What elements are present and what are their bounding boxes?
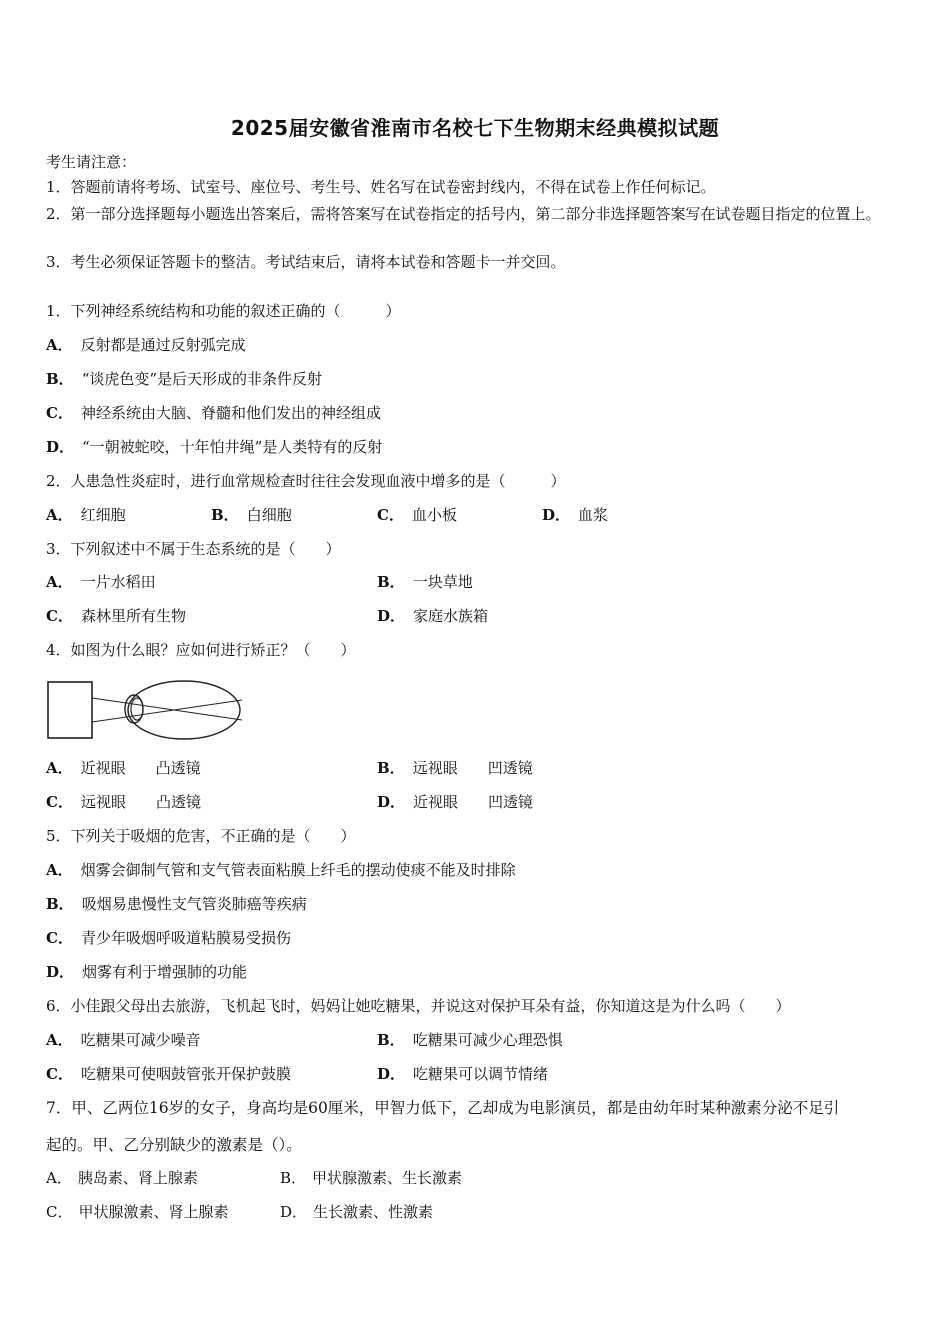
option-label: A． bbox=[46, 861, 73, 879]
question-7-stem-line-2: 起的。甲、乙分别缺少的激素是（）。 bbox=[46, 1136, 302, 1154]
option-text: 一片水稻田 bbox=[80, 573, 156, 591]
option-label: B． bbox=[46, 895, 74, 913]
question-6-option-d[interactable] bbox=[377, 1064, 548, 1084]
question-5-stem: 5．下列关于吸烟的危害，不正确的是（ ） bbox=[46, 827, 356, 845]
question-2-option-a[interactable] bbox=[46, 505, 126, 525]
question-6-option-c[interactable] bbox=[46, 1064, 291, 1084]
option-label: D． bbox=[46, 963, 75, 981]
option-text: 血浆 bbox=[578, 506, 609, 524]
question-5-option-b[interactable] bbox=[46, 894, 307, 914]
option-label: B． bbox=[280, 1169, 307, 1187]
option-text: 家庭水族箱 bbox=[413, 607, 489, 625]
option-text: “一朝被蛇咬，十年怕井绳”是人类特有的反射 bbox=[82, 438, 383, 456]
question-7-option-d[interactable] bbox=[280, 1202, 433, 1222]
light-ray-upper bbox=[92, 698, 242, 720]
question-1-option-c[interactable] bbox=[46, 403, 381, 423]
option-text: 吃糖果可使咽鼓管张开保护鼓膜 bbox=[80, 1065, 291, 1083]
option-text: 神经系统由大脑、脊髓和他们发出的神经组成 bbox=[80, 404, 381, 422]
question-1-option-b[interactable] bbox=[46, 369, 322, 389]
question-3-option-c[interactable] bbox=[46, 606, 186, 626]
question-3-stem: 3．下列叙述中不属于生态系统的是（ ） bbox=[46, 540, 341, 558]
option-label: C． bbox=[46, 793, 73, 811]
option-label: A． bbox=[46, 573, 73, 591]
option-text: 血小板 bbox=[411, 506, 457, 524]
question-5-option-a[interactable] bbox=[46, 860, 516, 880]
option-text: 胰岛素、肾上腺素 bbox=[77, 1169, 198, 1187]
option-text: 白细胞 bbox=[246, 506, 292, 524]
eyeball bbox=[128, 681, 240, 739]
question-6-option-b[interactable] bbox=[377, 1030, 563, 1050]
question-6-stem: 6．小佳跟父母出去旅游，飞机起飞时，妈妈让她吃糖果，并说这对保护耳朵有益，你知道这是为什么吗（ ） bbox=[46, 997, 791, 1015]
option-label: D． bbox=[46, 438, 75, 456]
option-label: A． bbox=[46, 1169, 72, 1187]
option-label: D． bbox=[377, 607, 406, 625]
object-box bbox=[48, 682, 92, 738]
question-2-option-c[interactable] bbox=[377, 505, 457, 525]
question-3-option-a[interactable] bbox=[46, 572, 156, 592]
question-7-option-b[interactable] bbox=[280, 1168, 462, 1188]
option-label: D． bbox=[280, 1203, 308, 1221]
question-1-option-d[interactable] bbox=[46, 437, 382, 457]
light-ray-lower bbox=[92, 700, 242, 722]
question-2-option-d[interactable] bbox=[542, 505, 608, 525]
option-text: 反射都是通过反射弧完成 bbox=[80, 336, 246, 354]
eye-diagram-figure bbox=[46, 678, 246, 744]
option-text: 红细胞 bbox=[80, 506, 126, 524]
question-5-option-d[interactable] bbox=[46, 962, 247, 982]
option-text: 吃糖果可减少噪音 bbox=[80, 1031, 201, 1049]
notice-item-2: 2．第一部分选择题每小题选出答案后，需将答案写在试卷指定的括号内，第二部分非选择题答案写在试卷题目指定的位置上。 bbox=[46, 205, 881, 223]
option-label: C． bbox=[46, 1203, 73, 1221]
option-label: B． bbox=[377, 759, 405, 777]
option-text: 一块草地 bbox=[412, 573, 473, 591]
question-4-option-a[interactable] bbox=[46, 758, 201, 778]
option-label: D． bbox=[377, 1065, 406, 1083]
option-label: C． bbox=[46, 607, 73, 625]
option-label: C． bbox=[46, 1065, 73, 1083]
option-label: A． bbox=[46, 759, 73, 777]
option-label: D． bbox=[542, 506, 571, 524]
option-label: C． bbox=[46, 404, 73, 422]
question-6-option-a[interactable] bbox=[46, 1030, 201, 1050]
notice-heading: 考生请注意： bbox=[46, 153, 137, 171]
question-7-option-c[interactable] bbox=[46, 1202, 229, 1222]
option-text-2: 凹透镜 bbox=[488, 793, 534, 811]
option-text: 吃糖果可以调节情绪 bbox=[413, 1065, 549, 1083]
option-text: 远视眼 bbox=[412, 759, 458, 777]
option-text: 森林里所有生物 bbox=[80, 607, 186, 625]
question-4-option-c[interactable] bbox=[46, 792, 201, 812]
option-label: B． bbox=[211, 506, 239, 524]
option-text: 近视眼 bbox=[413, 793, 459, 811]
option-text: 近视眼 bbox=[80, 759, 126, 777]
option-label: B． bbox=[46, 370, 74, 388]
option-label: A． bbox=[46, 1031, 73, 1049]
option-label: B． bbox=[377, 573, 405, 591]
question-7-option-a[interactable] bbox=[46, 1168, 198, 1188]
option-label: C． bbox=[377, 506, 404, 524]
question-5-option-c[interactable] bbox=[46, 928, 291, 948]
eye-lens-inner bbox=[131, 698, 143, 720]
question-2-option-b[interactable] bbox=[211, 505, 292, 525]
question-4-option-d[interactable] bbox=[377, 792, 533, 812]
option-text-2: 凹透镜 bbox=[487, 759, 533, 777]
option-text: “谈虎色变”是后天形成的非条件反射 bbox=[81, 370, 323, 388]
option-text: 甲状腺激素、生长激素 bbox=[312, 1169, 463, 1187]
question-7-stem-line-1: 7．甲、乙两位16岁的女子，身高均是60厘米，甲智力低下，乙却成为电影演员，都是由幼年时某种激素分泌不足引 bbox=[46, 1099, 840, 1117]
option-text-2: 凸透镜 bbox=[155, 759, 201, 777]
notice-item-3: 3．考生必须保证答题卡的整洁。考试结束后，请将本试卷和答题卡一并交回。 bbox=[46, 253, 566, 271]
question-3-option-b[interactable] bbox=[377, 572, 473, 592]
question-4-stem: 4．如图为什么眼？应如何进行矫正？（ ） bbox=[46, 641, 356, 659]
option-label: B． bbox=[377, 1031, 405, 1049]
option-text: 吃糖果可减少心理恐惧 bbox=[412, 1031, 563, 1049]
question-4-option-b[interactable] bbox=[377, 758, 533, 778]
option-text-2: 凸透镜 bbox=[155, 793, 201, 811]
option-text: 吸烟易患慢性支气管炎肺癌等疾病 bbox=[81, 895, 307, 913]
question-3-option-d[interactable] bbox=[377, 606, 488, 626]
page-title: 2025届安徽省淮南市名校七下生物期末经典模拟试题 bbox=[230, 116, 720, 140]
option-label: C． bbox=[46, 929, 73, 947]
option-label: A． bbox=[46, 506, 73, 524]
option-label: A． bbox=[46, 336, 73, 354]
option-text: 青少年吸烟呼吸道粘膜易受损伤 bbox=[80, 929, 291, 947]
option-text: 烟雾会御制气管和支气管表面粘膜上纤毛的摆动使痰不能及时排除 bbox=[80, 861, 516, 879]
question-1-option-a[interactable] bbox=[46, 335, 246, 355]
option-text: 烟雾有利于增强肺的功能 bbox=[82, 963, 248, 981]
notice-item-1: 1．答题前请将考场、试室号、座位号、考生号、姓名写在试卷密封线内，不得在试卷上作任何标记。 bbox=[46, 178, 716, 196]
question-1-stem: 1．下列神经系统结构和功能的叙述正确的（ ） bbox=[46, 302, 401, 320]
option-text: 生长激素、性激素 bbox=[313, 1203, 434, 1221]
option-text: 远视眼 bbox=[80, 793, 126, 811]
question-2-stem: 2．人患急性炎症时，进行血常规检查时往往会发现血液中增多的是（ ） bbox=[46, 472, 566, 490]
option-text: 甲状腺激素、肾上腺素 bbox=[78, 1203, 229, 1221]
option-label: D． bbox=[377, 793, 406, 811]
